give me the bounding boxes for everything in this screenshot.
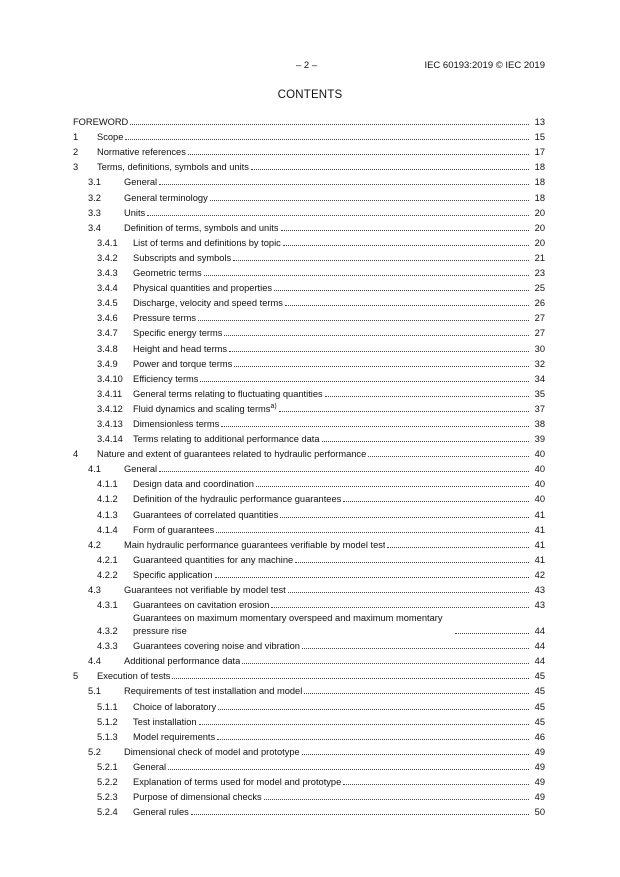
dot-leader: [125, 139, 529, 140]
toc-entry-title-text: Dimensionless terms: [133, 418, 220, 429]
dot-leader: [274, 290, 529, 291]
toc-entry-title: [133, 312, 196, 324]
toc-entry-title-text: Efficiency terms: [133, 373, 199, 384]
table-of-contents: [73, 113, 545, 818]
toc-entry-title: [97, 161, 249, 173]
toc-entry-page: 18: [534, 162, 545, 173]
toc-entry-title: [133, 569, 213, 581]
toc-entry-title-text: Guarantees of correlated quantities: [133, 509, 279, 520]
toc-entry-title: [124, 207, 145, 219]
toc-entry-title-text: Form of guarantees: [133, 524, 215, 535]
toc-entry-number: 5.1.1: [97, 701, 118, 712]
dot-leader: [172, 678, 529, 679]
toc-entry[interactable]: [73, 682, 545, 697]
toc-entry-title-text: Test installation: [133, 716, 197, 727]
toc-entry-title-text: Guarantees on maximum momentary overspeed and maximum momentary pressure rise: [133, 613, 443, 636]
toc-entry-title-text: General: [124, 177, 158, 188]
dot-leader: [288, 592, 529, 593]
toc-entry-page: 44: [534, 641, 545, 652]
toc-entry-title: [133, 761, 166, 773]
toc-entry-title: [133, 418, 219, 430]
toc-entry-page: 35: [534, 388, 545, 399]
toc-entry[interactable]: [73, 143, 545, 158]
dot-leader: [216, 532, 529, 533]
toc-entry[interactable]: [73, 581, 545, 596]
toc-entry-number: 5: [73, 671, 79, 682]
dot-leader: [200, 381, 529, 382]
toc-entry[interactable]: [73, 264, 545, 279]
toc-entry-title-text: Definition of terms, symbols and units: [124, 222, 279, 233]
toc-entry-number: 1: [73, 132, 79, 143]
dot-leader: [302, 648, 529, 649]
toc-entry-page: 45: [534, 671, 545, 682]
toc-entry-number: 3: [73, 162, 79, 173]
toc-entry[interactable]: [73, 713, 545, 728]
toc-entry-number: 4.3.2: [97, 626, 118, 637]
dot-leader: [242, 663, 529, 664]
toc-entry-title: [124, 655, 240, 667]
toc-entry[interactable]: [73, 370, 545, 385]
toc-entry-page: 45: [534, 701, 545, 712]
toc-entry-page: 44: [534, 626, 545, 637]
toc-entry-page: 40: [534, 479, 545, 490]
toc-entry-title: [133, 373, 198, 385]
toc-entry-title: [133, 252, 231, 264]
toc-entry-title-text: Dimensional check of model and prototype: [124, 746, 300, 757]
toc-entry-title: [133, 493, 341, 505]
dot-leader: [221, 426, 529, 427]
toc-entry-title-text: Fluid dynamics and scaling terms: [133, 403, 271, 414]
toc-entry-page: 40: [534, 449, 545, 460]
toc-entry[interactable]: [73, 309, 545, 324]
toc-entry-title: [133, 403, 277, 415]
dot-leader: [130, 124, 529, 125]
dot-leader: [302, 754, 529, 755]
dot-leader: [279, 411, 529, 412]
dot-leader: [234, 366, 529, 367]
toc-entry-number: 4.2.1: [97, 554, 118, 565]
toc-entry-page: 27: [534, 328, 545, 339]
dot-leader: [224, 335, 529, 336]
toc-entry-title-text: Purpose of dimensional checks: [133, 792, 262, 803]
toc-entry-number: 3.4.9: [97, 358, 118, 369]
toc-entry-title-text: Pressure terms: [133, 313, 197, 324]
toc-entry-page: 39: [534, 434, 545, 445]
toc-entry-title-text: Guaranteed quantities for any machine: [133, 554, 294, 565]
page-header: [0, 60, 620, 74]
toc-entry-page: 17: [534, 147, 545, 158]
toc-entry-title: [133, 776, 341, 788]
toc-entry-title-text: Requirements of test installation and model: [124, 686, 303, 697]
toc-entry[interactable]: [73, 204, 545, 219]
toc-entry-title: [133, 509, 278, 521]
toc-entry-page: 50: [534, 807, 545, 818]
toc-entry-title-text: Model requirements: [133, 731, 216, 742]
toc-entry-page: 42: [534, 569, 545, 580]
toc-entry-page: 37: [534, 403, 545, 414]
toc-entry-number: 3.4.12: [97, 403, 123, 414]
toc-entry-title: [133, 716, 197, 728]
toc-entry-page: 18: [534, 192, 545, 203]
toc-entry-number: 5.2.3: [97, 792, 118, 803]
toc-entry[interactable]: [73, 551, 545, 566]
toc-entry-page: 43: [534, 600, 545, 611]
toc-entry-title-text: Normative references: [97, 147, 186, 158]
dot-leader: [325, 396, 529, 397]
toc-entry-number: 4.2: [88, 539, 101, 550]
toc-entry[interactable]: [73, 113, 545, 128]
toc-entry-page: 41: [534, 524, 545, 535]
toc-entry-number: 3.2: [88, 192, 101, 203]
toc-entry-title: [133, 358, 232, 370]
toc-entry[interactable]: [73, 173, 545, 188]
toc-entry-page: 20: [534, 237, 545, 248]
toc-entry-title-text: Guarantees covering noise and vibration: [133, 641, 300, 652]
toc-entry[interactable]: [73, 234, 545, 249]
toc-entry-page: 21: [534, 252, 545, 263]
toc-entry-title: [124, 746, 300, 758]
toc-entry-page: 30: [534, 343, 545, 354]
toc-entry-page: 49: [534, 761, 545, 772]
toc-entry-title-text: Physical quantities and properties: [133, 283, 273, 294]
dot-leader: [281, 230, 530, 231]
dot-leader: [198, 320, 529, 321]
toc-entry-number: 3.4.11: [97, 388, 123, 399]
dot-leader: [283, 245, 529, 246]
toc-entry-title: [133, 806, 189, 818]
toc-entry-title-text: Main hydraulic performance guarantees verifiable by model test: [124, 539, 386, 550]
toc-entry-title-text: Height and head terms: [133, 343, 228, 354]
toc-entry-page: 40: [534, 494, 545, 505]
toc-entry-title-text: Geometric terms: [133, 268, 202, 279]
toc-entry-title: [124, 584, 286, 596]
toc-entry-number: 3.4.8: [97, 343, 118, 354]
dot-leader: [322, 441, 529, 442]
toc-entry-number: 3.4.14: [97, 434, 123, 445]
toc-entry-title-text: Guarantees not verifiable by model test: [124, 585, 286, 595]
toc-entry-title-text: General: [124, 464, 158, 475]
dot-leader: [229, 351, 529, 352]
dot-leader: [455, 633, 529, 634]
toc-entry-page: 25: [534, 283, 545, 294]
toc-entry-number: 4.3.1: [97, 600, 118, 611]
dot-leader: [271, 607, 529, 608]
toc-entry-title-text: Discharge, velocity and speed terms: [133, 298, 283, 309]
toc-entry[interactable]: [73, 652, 545, 667]
toc-entry-page: 20: [534, 222, 545, 233]
toc-entry-number: 3.4.1: [97, 237, 118, 248]
toc-entry-number: 5.1.3: [97, 731, 118, 742]
toc-entry[interactable]: [73, 324, 545, 339]
dot-leader: [168, 769, 529, 770]
toc-entry-page: 46: [534, 731, 545, 742]
toc-entry-number: 4.1: [88, 464, 101, 475]
dot-leader: [147, 215, 529, 216]
dot-leader: [387, 547, 529, 548]
toc-entry[interactable]: [73, 667, 545, 682]
toc-entry-title-text: General rules: [133, 807, 189, 818]
toc-entry[interactable]: [73, 249, 545, 264]
toc-entry[interactable]: [73, 566, 545, 581]
toc-entry-page: 44: [534, 656, 545, 667]
dot-leader: [233, 260, 529, 261]
dot-leader: [285, 305, 529, 306]
toc-entry-title: [124, 539, 385, 551]
dot-leader: [199, 724, 529, 725]
toc-entry-title: [133, 237, 281, 249]
toc-entry-page: 13: [534, 117, 545, 128]
toc-entry-title: [133, 282, 272, 294]
toc-entry[interactable]: [73, 773, 545, 788]
toc-entry-title: [124, 463, 157, 475]
dot-leader: [218, 709, 529, 710]
dot-leader: [280, 517, 529, 518]
toc-entry[interactable]: [73, 758, 545, 773]
toc-entry-title: [73, 116, 128, 128]
toc-entry-page: 15: [534, 132, 545, 143]
toc-entry-number: 4.1.1: [97, 479, 118, 490]
toc-entry-title-text: General terms relating to fluctuating quantities: [133, 388, 323, 399]
toc-entry-number: 4.2.2: [97, 569, 118, 580]
toc-entry[interactable]: [73, 475, 545, 490]
toc-entry[interactable]: [73, 188, 545, 203]
toc-entry[interactable]: [73, 728, 545, 743]
toc-entry-title: [133, 701, 216, 713]
toc-entry[interactable]: [73, 505, 545, 520]
toc-entry-title: [133, 612, 453, 637]
toc-entry-title-text: Additional performance data: [124, 656, 241, 667]
toc-entry-number: 5.2.1: [97, 761, 118, 772]
toc-entry-number: 3.4: [88, 222, 101, 233]
toc-entry-number: 3.4.3: [97, 268, 118, 279]
toc-entry[interactable]: [73, 490, 545, 505]
toc-entry-title: [133, 343, 227, 355]
toc-entry[interactable]: [73, 596, 545, 611]
toc-entry-page: 20: [534, 207, 545, 218]
toc-entry-title-text: Terms relating to additional performance data: [133, 434, 320, 445]
toc-entry-title-text: Scope: [97, 132, 124, 143]
toc-entry-title: [133, 791, 262, 803]
toc-entry-number: 3.4.13: [97, 418, 123, 429]
toc-entry-title: [133, 640, 300, 652]
toc-entry-title-text: Definition of the hydraulic performance guarantees: [133, 494, 342, 505]
toc-entry-number: 4.1.2: [97, 494, 118, 505]
toc-entry-number: 5.1.2: [97, 716, 118, 727]
toc-entry-page: 32: [534, 358, 545, 369]
toc-entry[interactable]: [73, 128, 545, 143]
toc-entry-title: [133, 599, 269, 611]
toc-entry[interactable]: [73, 460, 545, 475]
toc-entry-page: 41: [534, 539, 545, 550]
toc-entry-page: 34: [534, 373, 545, 384]
toc-entry-number: 2: [73, 147, 79, 158]
toc-entry[interactable]: [73, 445, 545, 460]
dot-leader: [191, 814, 529, 815]
toc-entry-number: 5.2: [88, 746, 101, 757]
toc-entry-number: 4: [73, 449, 79, 460]
toc-entry[interactable]: [73, 219, 545, 234]
toc-entry-number: 3.4.6: [97, 313, 118, 324]
toc-entry[interactable]: [73, 415, 545, 430]
toc-entry[interactable]: [73, 279, 545, 294]
toc-entry[interactable]: [73, 536, 545, 551]
toc-entry-title-text: Specific energy terms: [133, 328, 223, 339]
toc-entry[interactable]: [73, 803, 545, 818]
toc-entry-title: [124, 176, 157, 188]
toc-entry[interactable]: [73, 400, 545, 415]
toc-entry-number: 4.4: [88, 656, 101, 667]
toc-entry-title: [124, 222, 279, 234]
toc-entry-title-text: General terminology: [124, 192, 208, 203]
toc-entry[interactable]: [73, 339, 545, 354]
toc-entry-title: [133, 524, 214, 536]
dot-leader: [188, 154, 529, 155]
toc-entry[interactable]: [73, 430, 545, 445]
toc-entry-title-text: General: [133, 761, 167, 772]
toc-entry-page: 26: [534, 298, 545, 309]
dot-leader: [251, 169, 529, 170]
footnote-marker: a): [270, 402, 277, 410]
toc-entry[interactable]: [73, 294, 545, 309]
toc-entry-page: 41: [534, 509, 545, 520]
toc-entry[interactable]: [73, 521, 545, 536]
dot-leader: [343, 501, 529, 502]
dot-leader: [210, 200, 529, 201]
toc-entry-page: 18: [534, 177, 545, 188]
toc-entry-title: [97, 131, 123, 143]
toc-entry-title: [97, 146, 186, 158]
toc-entry-title-text: Nature and extent of guarantees related to hydraulic performance: [97, 449, 367, 460]
toc-entry-page: 45: [534, 686, 545, 697]
toc-entry-page: 49: [534, 792, 545, 803]
toc-entry-title: [133, 478, 254, 490]
toc-entry-title: [133, 297, 283, 309]
toc-entry-title: [133, 327, 222, 339]
toc-entry-title-text: Guarantees on cavitation erosion: [133, 600, 270, 611]
toc-entry-title: [97, 448, 366, 460]
toc-entry[interactable]: [73, 158, 545, 173]
toc-entry-title: [133, 554, 293, 566]
toc-entry-title: [133, 388, 323, 400]
dot-leader: [304, 693, 529, 694]
toc-entry-page: 49: [534, 777, 545, 788]
dot-leader: [343, 784, 529, 785]
toc-entry-title: [133, 433, 320, 445]
toc-entry-number: 3.1: [88, 177, 101, 188]
toc-entry[interactable]: [73, 788, 545, 803]
toc-entry[interactable]: [73, 385, 545, 400]
toc-entry-number: 4.3.3: [97, 641, 118, 652]
dot-leader: [159, 184, 529, 185]
toc-entry-title: [124, 685, 302, 697]
toc-entry-number: 4.1.4: [97, 524, 118, 535]
dot-leader: [256, 486, 529, 487]
dot-leader: [215, 577, 529, 578]
toc-entry-page: 27: [534, 313, 545, 324]
toc-entry-page: 43: [534, 585, 545, 595]
document-reference: IEC 60193:2019 © IEC 2019: [424, 60, 545, 71]
toc-entry-number: 5.2.4: [97, 807, 118, 818]
toc-entry-title: [133, 731, 215, 743]
toc-entry-title-text: Specific application: [133, 569, 213, 580]
toc-entry[interactable]: [73, 637, 545, 652]
toc-entry-number: 3.4.7: [97, 328, 118, 339]
dot-leader: [159, 471, 529, 472]
toc-entry-number: 4.1.3: [97, 509, 118, 520]
toc-entry-title-text: Choice of laboratory: [133, 701, 217, 712]
toc-entry-title-text: Design data and coordination: [133, 479, 254, 490]
dot-leader: [295, 562, 529, 563]
toc-entry-title-text: FOREWORD: [73, 117, 129, 128]
toc-entry-title-text: Execution of tests: [97, 671, 171, 682]
toc-entry-title: [124, 192, 208, 204]
dot-leader: [368, 456, 529, 457]
dot-leader: [264, 799, 529, 800]
toc-entry-page: 38: [534, 418, 545, 429]
dot-leader: [204, 275, 529, 276]
toc-entry-title-text: Explanation of terms used for model and prototype: [133, 777, 342, 788]
toc-entry-number: 3.4.10: [97, 373, 123, 384]
toc-entry[interactable]: [73, 697, 545, 712]
toc-entry-number: 4.3: [88, 585, 101, 595]
toc-entry-page: 41: [534, 554, 545, 565]
dot-leader: [217, 739, 529, 740]
contents-title: CONTENTS: [277, 89, 343, 101]
toc-entry[interactable]: [73, 611, 545, 637]
toc-entry-page: 49: [534, 746, 545, 757]
toc-entry[interactable]: [73, 355, 545, 370]
toc-entry-title-text: Units: [124, 207, 146, 218]
toc-entry-number: 3.4.2: [97, 252, 118, 263]
toc-entry-title-text: List of terms and definitions by topic: [133, 237, 281, 248]
toc-entry-title: [133, 267, 202, 279]
toc-entry-page: 40: [534, 464, 545, 475]
toc-entry-number: 3.3: [88, 207, 101, 218]
toc-entry-number: 3.4.4: [97, 283, 118, 294]
toc-entry-number: 5.2.2: [97, 777, 118, 788]
toc-entry-number: 3.4.5: [97, 298, 118, 309]
toc-entry-title-text: Terms, definitions, symbols and units: [97, 162, 249, 173]
toc-entry-title-text: Subscripts and symbols: [133, 252, 232, 263]
toc-entry-number: 5.1: [88, 686, 101, 697]
toc-entry-title: [97, 670, 170, 682]
toc-entry[interactable]: [73, 743, 545, 758]
page-number: – 2 –: [296, 60, 318, 71]
toc-entry-page: 23: [534, 268, 545, 279]
toc-entry-page: 45: [534, 716, 545, 727]
toc-entry-title-text: Power and torque terms: [133, 358, 233, 369]
